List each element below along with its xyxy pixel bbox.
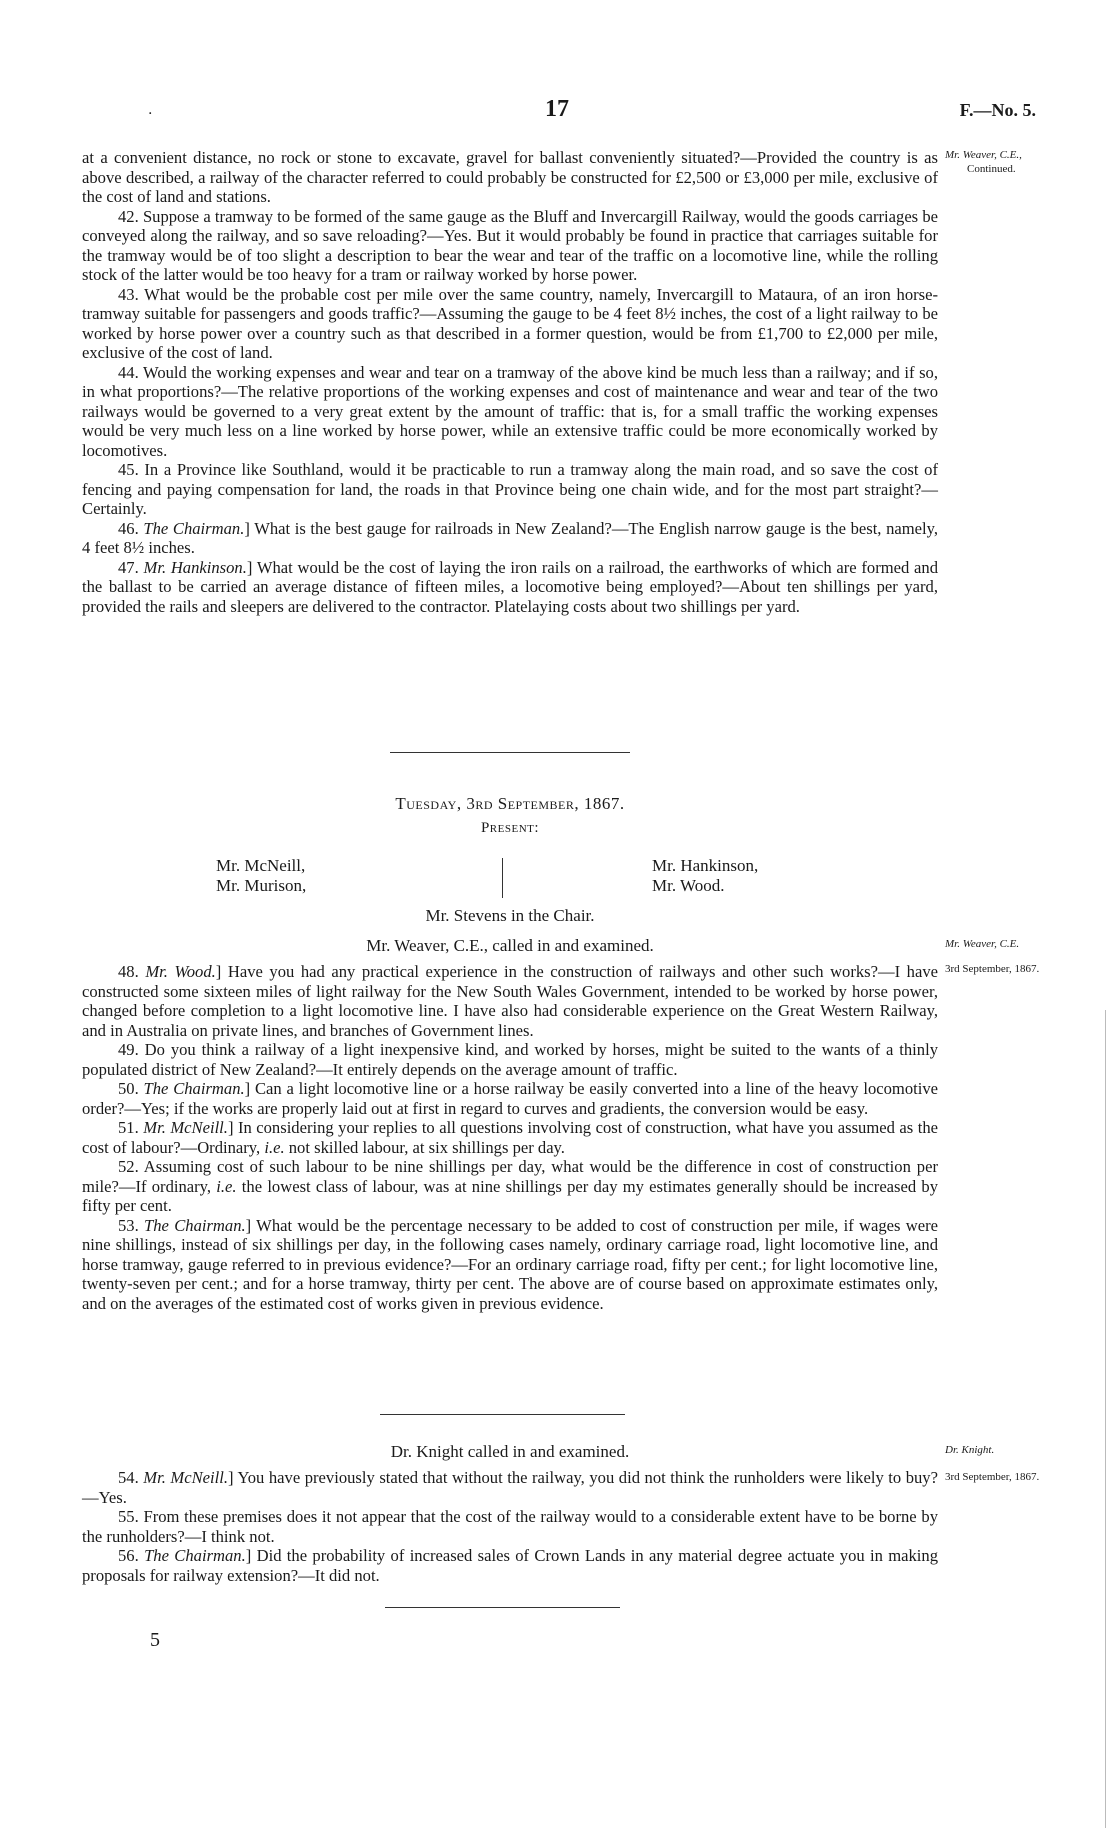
paragraph-45: 45. In a Province like Southland, would it be practicable to run a tramway along the main road, and so save the cost of fencing and paying compensation for land, the roads in that Province being one chain wide, and for the most part straight?—Certainly. (82, 460, 938, 518)
members-left (216, 856, 306, 896)
speaker: Mr. Wood. (145, 962, 216, 981)
header-dot: . (148, 102, 153, 118)
speaker: The Chairman. (143, 1079, 245, 1098)
paragraph-52: 52. Assuming cost of such labour to be nine shillings per day, what would be the difference in cost of construction per mile?—If ordinary, i.e. the lowest class of labour, was at nine shillings per day my estimates generally should be increased by fifty per cent. (82, 1157, 939, 1215)
margin-note-continued: Continued. (967, 163, 1016, 175)
speaker: Mr. Hankinson. (143, 557, 247, 577)
speaker: The Chairman. (144, 1215, 246, 1235)
paragraph-42: 42. Suppose a tramway to be formed of the same gauge as the Bluff and Invercargill Railway, would the goods carriages be conveyed along the railway, and so save reloading?—Yes. But it would probably be found in practice that carriages suitable for the tramway would be of too slight a description to bear the wear and tear of the traffic on a locomotive line, while the rolling stock of the latter would be too heavy for a tram or railway worked by horse power. (82, 206, 938, 284)
evidence-block-1 (82, 148, 938, 616)
signature-mark: 5 (150, 1629, 160, 1651)
present-heading: Present: (480, 820, 540, 836)
speaker: Mr. McNeill. (143, 1118, 228, 1137)
paragraph-55: 55. From these premises does it not appear that the cost of the railway would to a considerable extent have to be borne by the runholders?—I think not. (82, 1507, 938, 1546)
member-name: Mr. Hankinson, (652, 856, 759, 875)
paragraph-44: 44. Would the working expenses and wear and tear on a tramway of the above kind be much less than a railway; and if so, in what proportions?—The relative proportions of the working expenses and cost of maintenance and wear and tear of the two railways would be governed to a very great extent by the amount of traffic: that is, for a small traffic the working expenses would be very much less on a line worked by horse power, while an extensive traffic could be more economically worked by locomotives. (82, 362, 938, 460)
paragraph-54: 54. Mr. McNeill.] You have previously stated that without the railway, you did not think the runholders were likely to buy?—Yes. (82, 1468, 938, 1507)
paragraph-49: 49. Do you think a railway of a light inexpensive kind, and worked by horses, might be suited to the wants of a thinly populated district of New Zealand?—It entirely depends on the average amount of traffic. (82, 1040, 938, 1079)
speaker: The Chairman. (143, 518, 245, 538)
members-right (652, 856, 758, 896)
paragraph-51: 51. Mr. McNeill.] In considering your replies to all questions involving cost of construction, what have you assumed as the cost of labour?—Ordinary, i.e. not skilled labour, at six shillings per day. (82, 1118, 938, 1157)
paragraph-50: 50. The Chairman.] Can a light locomotive line or a horse railway be easily converted into a line of the heavy locomotive order?—Yes; if the works are properly laid out at first in regard to curves and gradients, the conversion would be easy. (82, 1079, 938, 1118)
margin-note-knight-date: 3rd September, 1867. (945, 1471, 1040, 1483)
session-date: Tuesday, 3rd September, 1867. (395, 794, 625, 813)
paragraph-47: 47. Mr. Hankinson.] What would be the cost of laying the iron rails on a railroad, the earthworks of which are formed and the ballast to be carried an average distance of fifteen miles, a locomotive being employed?—About ten shillings per yard, provided the rails and sleepers are delivered to the contractor. Platelaying costs about two shillings per yard. (82, 557, 938, 616)
paragraph-43: 43. What would be the probable cost per mile over the same country, namely, Invercargill to Mataura, of an iron horse-tramway suitable for passengers and goods traffic?—Assuming the gauge to be 4 feet 8½ inches, the cost of a light railway to be worked by horse power over a country such as that described in a former question, would be from £1,700 to £2,000 per mile, exclusive of the cost of land. (82, 284, 938, 362)
margin-note-weaver-continued (945, 148, 1095, 176)
member-name: Mr. Murison, (216, 876, 307, 895)
margin-note-knight (945, 1443, 1095, 1457)
paragraph-41-continued: at a convenient distance, no rock or stone to excavate, gravel for ballast conveniently situated?—Provided the country is as above described, a railway of the character referred to could probably be constructed for £2,500 or £3,000 per mile, exclusive of the cost of land and stations. (82, 148, 938, 206)
witness-knight-heading: Dr. Knight called in and examined. (390, 1442, 630, 1461)
evidence-block-2 (82, 962, 938, 1313)
paper-reference: F.—No. 5. (959, 100, 1036, 120)
witness-weaver-heading: Mr. Weaver, C.E., called in and examined. (366, 936, 654, 955)
page-header (0, 96, 1114, 126)
member-name: Mr. McNeill, (216, 856, 306, 875)
paragraph-56: 56. The Chairman.] Did the probability of increased sales of Crown Lands in any material degree actuate you in making proposals for railway extension?—It did not. (82, 1546, 938, 1585)
page-number: 17 (545, 96, 569, 122)
paragraph-48: 48. Mr. Wood.] Have you had any practical experience in the construction of railways and other such works?—I have constructed some sixteen miles of light railway for the New South Wales Government, intended to be worked by horse power, changed before completion to a light locomotive line. I have also had considerable experience on the Great Western Railway, and in Australia on private lines, and branches of Government lines. (82, 962, 938, 1040)
margin-note-name: Mr. Weaver, C.E., (945, 149, 1022, 161)
member-name: Mr. Wood. (652, 876, 725, 895)
scan-edge-line (1105, 1010, 1106, 1828)
members-divider (502, 858, 503, 898)
margin-note-weaver (945, 937, 1095, 951)
section-divider (385, 1607, 620, 1608)
chair-line: Mr. Stevens in the Chair. (425, 906, 595, 925)
speaker: Mr. McNeill. (143, 1468, 228, 1487)
members-present (82, 856, 938, 898)
margin-note-name: Mr. Weaver, C.E. (945, 938, 1020, 950)
evidence-block-3 (82, 1468, 938, 1585)
margin-note-weaver-date: 3rd September, 1867. (945, 963, 1040, 975)
section-divider (380, 1414, 625, 1415)
speaker: The Chairman. (144, 1546, 246, 1565)
section-divider (390, 752, 630, 753)
paragraph-53: 53. The Chairman.] What would be the percentage necessary to be added to cost of construction per mile, if wages were nine shillings, instead of six shillings per day, in the following cases namely, ordinary carriage road, light locomotive line, and horse tramway, gauge referred to in previous evidence?—For an ordinary carriage road, fifty per cent.; for light locomotive line, twenty-seven per cent.; and for a horse tramway, thirty per cent. The above are of course based on approximate estimates only, and on the averages of the estimated cost of works given in previous evidence. (82, 1215, 938, 1313)
paragraph-46: 46. The Chairman.] What is the best gauge for railroads in New Zealand?—The English narrow gauge is the best, namely, 4 feet 8½ inches. (82, 518, 938, 557)
margin-note-name: Dr. Knight. (945, 1444, 995, 1456)
